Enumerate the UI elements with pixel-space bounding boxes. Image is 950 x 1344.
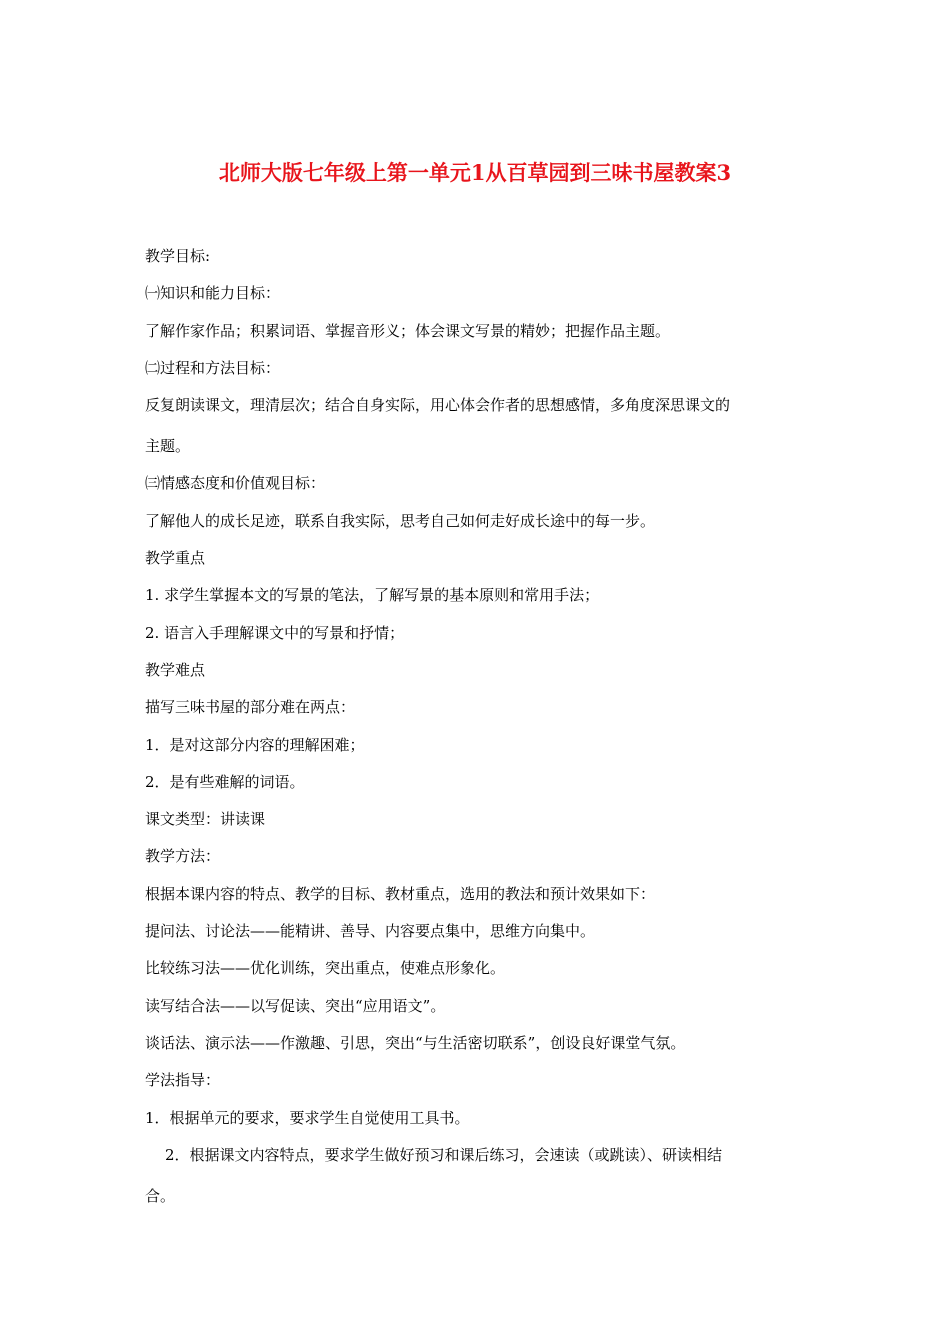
paragraph-line: 了解作家作品；积累词语、掌握音形义；体会课文写景的精妙；把握作品主题。	[145, 321, 671, 340]
heading-difficulties: 教学难点	[145, 660, 206, 679]
paragraph-line: 读写结合法——以写促读、突出“应用语文”。	[145, 996, 446, 1015]
list-item: 1．根据单元的要求，要求学生自觉使用工具书。	[145, 1108, 470, 1127]
paragraph-line: 了解他人的成长足迹，联系自我实际，思考自己如何走好成长途中的每一步。	[145, 511, 656, 530]
paragraph-line: 反复朗读课文，理清层次；结合自身实际，用心体会作者的思想感情，多角度深思课文的	[145, 396, 731, 415]
list-item: 1．是对这部分内容的理解困难；	[145, 735, 365, 754]
list-item: 2．根据课文内容特点，要求学生做好预习和课后练习，会速读（或跳读）、研读相结	[165, 1145, 723, 1164]
heading-study-guidance: 学法指导：	[145, 1071, 221, 1090]
paragraph-line: 根据本课内容的特点、教学的目标、教材重点，选用的教法和预计效果如下：	[145, 884, 656, 903]
subheading-attitude-goals: ㈢情感态度和价值观目标：	[145, 474, 326, 493]
heading-key-points: 教学重点	[145, 549, 206, 568]
subheading-knowledge-goals: ㈠知识和能力目标：	[145, 284, 281, 303]
list-item: 2．是有些难解的词语。	[145, 772, 305, 791]
list-item: 2. 语言入手理解课文中的写景和抒情；	[145, 623, 405, 642]
paragraph-line: 提问法、讨论法——能精讲、善导、内容要点集中，思维方向集中。	[145, 922, 596, 941]
heading-teaching-methods: 教学方法：	[145, 847, 221, 866]
document-body	[145, 246, 810, 1223]
document-title: 北师大版七年级上第一单元1从百草园到三味书屋教案3	[218, 160, 732, 185]
paragraph-line: 课文类型：讲读课	[145, 810, 266, 829]
paragraph-line: 主题。	[145, 437, 191, 456]
paragraph-line: 比较练习法——优化训练，突出重点，使难点形象化。	[145, 959, 506, 978]
paragraph-line: 描写三味书屋的部分难在两点：	[145, 698, 356, 717]
heading-teaching-goals: 教学目标:	[145, 247, 211, 265]
paragraph-line: 合。	[145, 1186, 176, 1205]
paragraph-line: 谈话法、演示法——作激趣、引思，突出“与生活密切联系”，创设良好课堂气氛。	[145, 1033, 686, 1052]
subheading-process-goals: ㈡过程和方法目标：	[145, 358, 281, 377]
list-item: 1. 求学生掌握本文的写景的笔法，了解写景的基本原则和常用手法；	[145, 586, 600, 605]
